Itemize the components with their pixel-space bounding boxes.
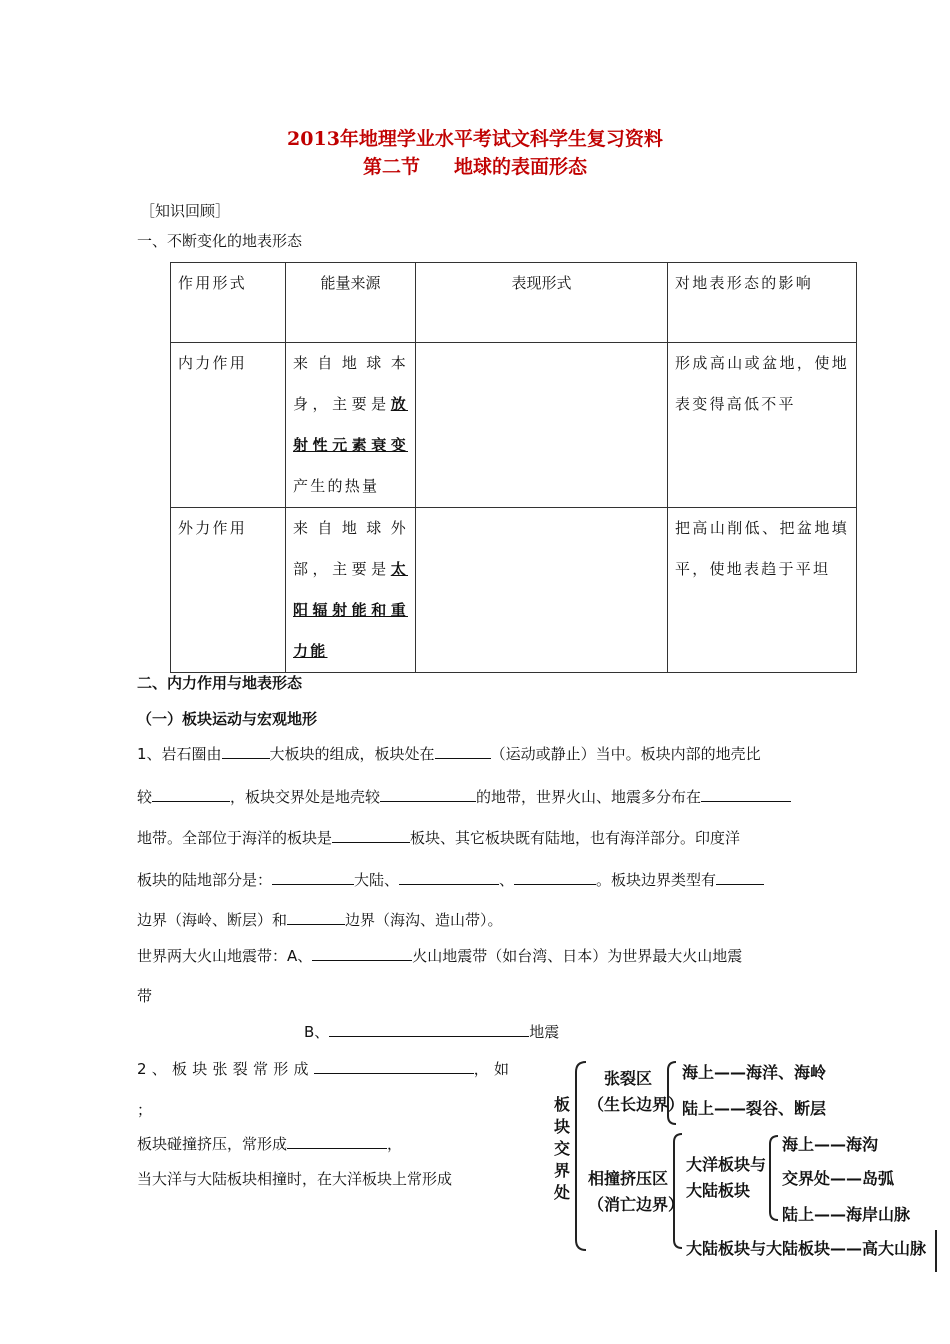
- diagram-arc: 交界处——岛弧: [782, 1169, 895, 1188]
- answer-blank[interactable]: [332, 827, 410, 843]
- header-cell: 表现形式: [416, 263, 668, 343]
- q1-line: [137, 743, 761, 764]
- text: 边界（海沟、造山带）。: [345, 911, 503, 929]
- section-title: [0, 152, 950, 179]
- q2-line: [137, 1058, 514, 1079]
- text: 大板块的组成，板块处在: [269, 745, 435, 763]
- diagram-continent-continent: 大陆板块与大陆板块——高大山脉: [686, 1239, 927, 1258]
- diagram-collision-sub: （消亡边界）: [588, 1195, 685, 1214]
- section-heading-1: 一、不断变化的地表形态: [137, 232, 303, 250]
- answer-blank[interactable]: [399, 869, 499, 885]
- energy-source: [286, 508, 416, 673]
- header-cell: 对地表形态的影响: [668, 263, 857, 343]
- answer-blank[interactable]: [222, 743, 270, 759]
- answer-blank[interactable]: [514, 869, 596, 885]
- text: 地震: [529, 1023, 560, 1041]
- answer-blank[interactable]: [701, 786, 791, 802]
- form-cell: [416, 343, 668, 508]
- diagram-coast: 陆上——海岸山脉: [782, 1205, 911, 1224]
- text: 的地带，世界火山、地震多分布在: [476, 788, 702, 806]
- table-header-row: [171, 263, 857, 343]
- answer-blank[interactable]: [152, 786, 230, 802]
- answer-blank[interactable]: [312, 945, 412, 961]
- table-row: [171, 508, 857, 673]
- text: 火山地震带（如台湾、日本）为世界最大火山地震: [412, 947, 743, 965]
- q1-line: [137, 869, 764, 890]
- q1-line: 带: [137, 987, 153, 1005]
- text: ，如: [473, 1060, 515, 1078]
- answer-blank[interactable]: [287, 1133, 387, 1149]
- diagram-tension: 张裂区: [604, 1069, 653, 1088]
- force-name: 内力作用: [171, 343, 286, 508]
- text: 大陆、: [354, 871, 400, 889]
- answer-blank[interactable]: [287, 909, 345, 925]
- section-name: 地球的表面形态: [454, 156, 588, 178]
- diagram-trench: 海上——海沟: [782, 1135, 879, 1154]
- text: B、: [304, 1023, 330, 1041]
- diagram-tension-sub: （生长边界）: [588, 1095, 685, 1114]
- effect-cell: 把高山削低、把盆地填平，使地表趋于平坦: [668, 508, 857, 673]
- header-cell: 作用形式: [171, 263, 286, 343]
- text: ，板块交界处是地壳较: [230, 788, 381, 806]
- q1-line: [137, 827, 740, 848]
- source-text: 来自地球外部，主要是: [293, 519, 408, 578]
- answer-blank[interactable]: [272, 869, 354, 885]
- answer-blank[interactable]: [716, 869, 764, 885]
- text: 2、板块张裂常形成: [137, 1060, 314, 1078]
- text: ，: [387, 1135, 403, 1153]
- section-number: 第二节: [362, 156, 420, 178]
- text: 较: [137, 788, 153, 806]
- diagram-ocean-continent: 大洋板块与: [686, 1155, 767, 1174]
- answer-blank[interactable]: [435, 743, 491, 759]
- q2-line: 当大洋与大陆板块相撞时，在大洋板块上常形成: [137, 1170, 453, 1188]
- text: 、: [499, 871, 515, 889]
- text: （运动或静止）当中。板块内部的地壳比: [490, 745, 761, 763]
- text: 板块碰撞挤压，常形成: [137, 1135, 288, 1153]
- answer-blank[interactable]: [329, 1021, 529, 1037]
- q1-line: [304, 1021, 559, 1042]
- source-text: 产生的热量: [293, 477, 380, 495]
- diagram-collision: 相撞挤压区: [588, 1169, 669, 1188]
- subsection-heading: （一）板块运动与宏观地形: [137, 710, 318, 728]
- q1-line: [137, 786, 791, 807]
- source-key: 放射性元素衰变: [293, 395, 408, 454]
- diagram-sea: 海上——海洋、海岭: [682, 1063, 827, 1082]
- q2-line: [137, 1133, 402, 1154]
- answer-blank[interactable]: [380, 786, 476, 802]
- plate-boundary-diagram: [548, 1052, 940, 1280]
- document-title: 2013年地理学业水平考试文科学生复习资料: [287, 128, 663, 150]
- section-heading-2: 二、内力作用与地表形态: [137, 674, 303, 692]
- source-key: 太阳辐射能和重力能: [293, 560, 408, 660]
- diagram-land: 陆上——裂谷、断层: [682, 1099, 827, 1118]
- q2-line: ；: [137, 1101, 153, 1119]
- answer-blank[interactable]: [314, 1058, 474, 1074]
- energy-source: [286, 343, 416, 508]
- table-row: [171, 343, 857, 508]
- text: 1、岩石圈由: [137, 745, 222, 763]
- text: 板块的陆地部分是：: [137, 871, 273, 889]
- header-cell: 能量来源: [286, 263, 416, 343]
- form-cell: [416, 508, 668, 673]
- text: 地带。全部位于海洋的板块是: [137, 829, 333, 847]
- q1-line: [137, 909, 503, 930]
- q1-line: [137, 945, 742, 966]
- diagram-root: 板块交界处: [554, 1095, 571, 1202]
- source-text: 来自地球本身，主要是: [293, 354, 408, 413]
- effect-cell: 形成高山或盆地，使地表变得高低不平: [668, 343, 857, 508]
- force-name: 外力作用: [171, 508, 286, 673]
- diagram-ocean-continent: 大陆板块: [686, 1181, 751, 1200]
- text: 世界两大火山地震带：A、: [137, 947, 313, 965]
- text: 边界（海岭、断层）和: [137, 911, 288, 929]
- force-table: [170, 262, 857, 673]
- text: 板块、其它板块既有陆地，也有海洋部分。印度洋: [410, 829, 741, 847]
- review-label: ［知识回顾］: [140, 202, 231, 220]
- text: 。板块边界类型有: [596, 871, 717, 889]
